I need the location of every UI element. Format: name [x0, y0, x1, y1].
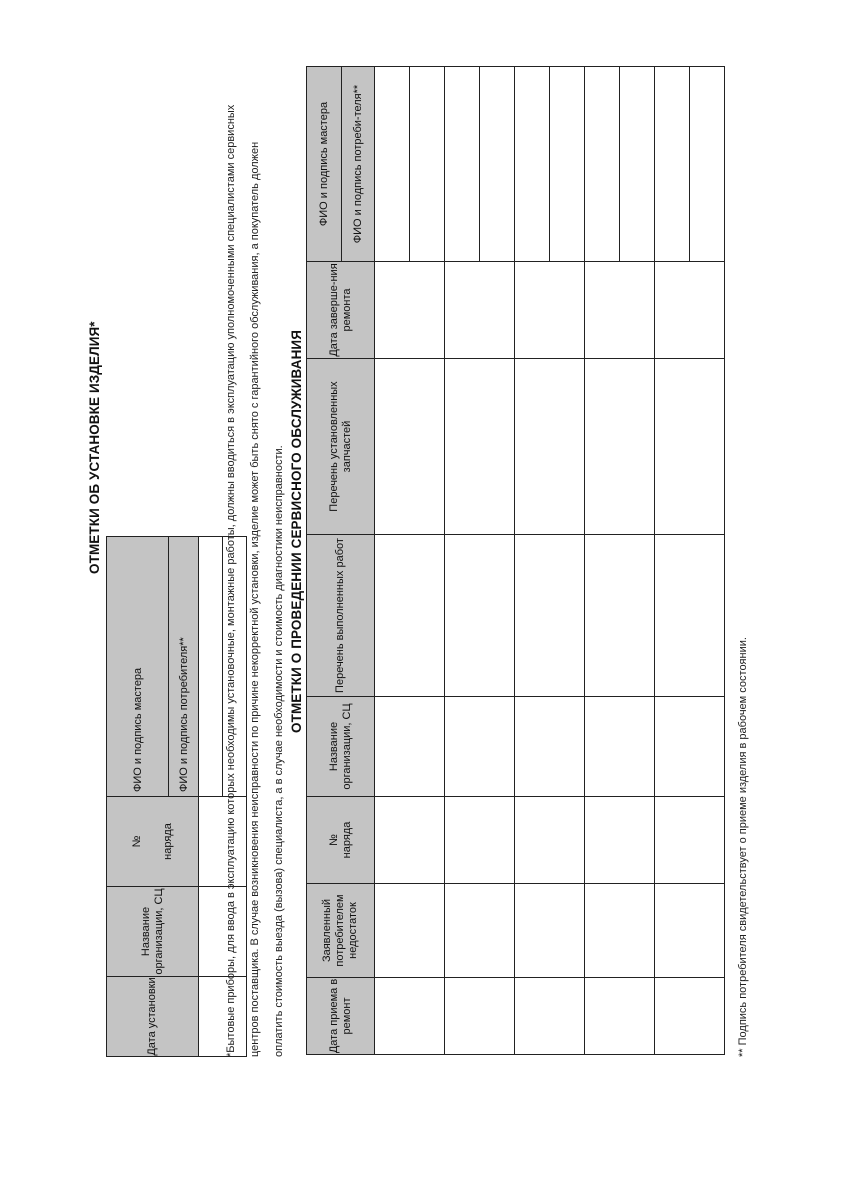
service-cell[interactable]	[655, 262, 725, 359]
service-cell[interactable]	[375, 884, 445, 978]
installation-cell[interactable]	[199, 797, 247, 887]
installation-cell[interactable]	[199, 887, 247, 977]
footnote-line-1: *Бытовые приборы, для ввода в эксплуатацию которых необходимы установочные, монтажные работы, должны вводиться в эксплуатацию уполномоченными специалистами сервисных	[225, 104, 237, 1057]
col-installation-master: ФИО и подпись мастера	[107, 537, 169, 797]
service-cell[interactable]	[375, 535, 445, 697]
service-cell[interactable]	[375, 797, 445, 884]
service-cell[interactable]	[620, 67, 655, 262]
service-title: ОТМЕТКИ О ПРОВЕДЕНИИ СЕРВИСНОГО ОБСЛУЖИВАНИЯ	[289, 329, 304, 733]
col-service-works: Перечень выполненных работ	[307, 535, 375, 697]
service-cell[interactable]	[585, 359, 655, 535]
col-service-consumer: ФИО и подпись потреби-теля**	[342, 67, 375, 262]
service-cell[interactable]	[410, 67, 445, 262]
service-cell[interactable]	[375, 978, 445, 1055]
service-cell[interactable]	[515, 884, 585, 978]
col-service-org: Название организации, СЦ	[307, 697, 375, 797]
order-number-sign: №	[327, 834, 340, 846]
col-installation-order	[107, 797, 199, 887]
installation-cell[interactable]	[199, 537, 223, 797]
service-cell[interactable]	[655, 67, 690, 262]
footnote-line-2: центров поставщика. В случае возникновения неисправности по причине некорректной установки, изделие может быть снято с гарантийного обслуживания, а покупатель должен	[249, 141, 261, 1057]
service-cell[interactable]	[445, 978, 515, 1055]
col-installation-consumer: ФИО и подпись потребителя**	[169, 537, 199, 797]
service-cell[interactable]	[585, 697, 655, 797]
service-cell[interactable]	[690, 67, 725, 262]
service-cell[interactable]	[585, 797, 655, 884]
service-cell[interactable]	[655, 697, 725, 797]
service-cell[interactable]	[585, 67, 620, 262]
service-cell[interactable]	[515, 978, 585, 1055]
service-cell[interactable]	[655, 535, 725, 697]
installation-title: ОТМЕТКИ ОБ УСТАНОВКЕ ИЗДЕЛИЯ*	[87, 321, 102, 574]
col-service-master: ФИО и подпись мастера	[307, 67, 342, 262]
service-cell[interactable]	[375, 262, 445, 359]
service-cell[interactable]	[655, 797, 725, 884]
service-table	[306, 66, 725, 1055]
service-cell[interactable]	[585, 884, 655, 978]
service-cell[interactable]	[515, 535, 585, 697]
order-word: наряда	[161, 823, 174, 860]
service-cell[interactable]	[375, 359, 445, 535]
col-installation-date: Дата установки	[107, 977, 199, 1057]
service-cell[interactable]	[585, 978, 655, 1055]
service-cell[interactable]	[655, 884, 725, 978]
col-service-order	[307, 797, 375, 884]
service-cell[interactable]	[445, 797, 515, 884]
installation-cell[interactable]	[199, 977, 247, 1057]
service-cell[interactable]	[445, 67, 480, 262]
col-service-defect: Заявленный потребителем недостаток	[307, 884, 375, 978]
service-cell[interactable]	[480, 67, 515, 262]
footnote-line-3: оплатить стоимость выезда (вызова) специалиста, а в случае необходимости и стоимость диагностики неисправности.	[273, 445, 285, 1057]
service-cell[interactable]	[515, 359, 585, 535]
service-cell[interactable]	[585, 535, 655, 697]
service-cell[interactable]	[585, 262, 655, 359]
col-installation-org: Название организации, СЦ	[107, 887, 199, 977]
order-word: наряда	[340, 821, 353, 859]
col-service-date-done: Дата заверше-ния ремонта	[307, 262, 375, 359]
service-cell[interactable]	[515, 262, 585, 359]
bottom-note: ** Подпись потребителя свидетельствует о приеме изделия в рабочем состоянии.	[737, 637, 749, 1057]
col-service-date-in: Дата приема в ремонт	[307, 978, 375, 1055]
service-cell[interactable]	[445, 262, 515, 359]
service-cell[interactable]	[550, 67, 585, 262]
service-cell[interactable]	[515, 797, 585, 884]
service-cell[interactable]	[515, 697, 585, 797]
service-cell[interactable]	[445, 884, 515, 978]
service-cell[interactable]	[655, 359, 725, 535]
col-service-parts: Перечень установленных запчастей	[307, 359, 375, 535]
order-number-sign: №	[130, 835, 143, 848]
service-cell[interactable]	[375, 697, 445, 797]
service-cell[interactable]	[655, 978, 725, 1055]
service-cell[interactable]	[445, 359, 515, 535]
service-cell[interactable]	[515, 67, 550, 262]
service-cell[interactable]	[375, 67, 410, 262]
service-cell[interactable]	[445, 535, 515, 697]
service-cell[interactable]	[445, 697, 515, 797]
